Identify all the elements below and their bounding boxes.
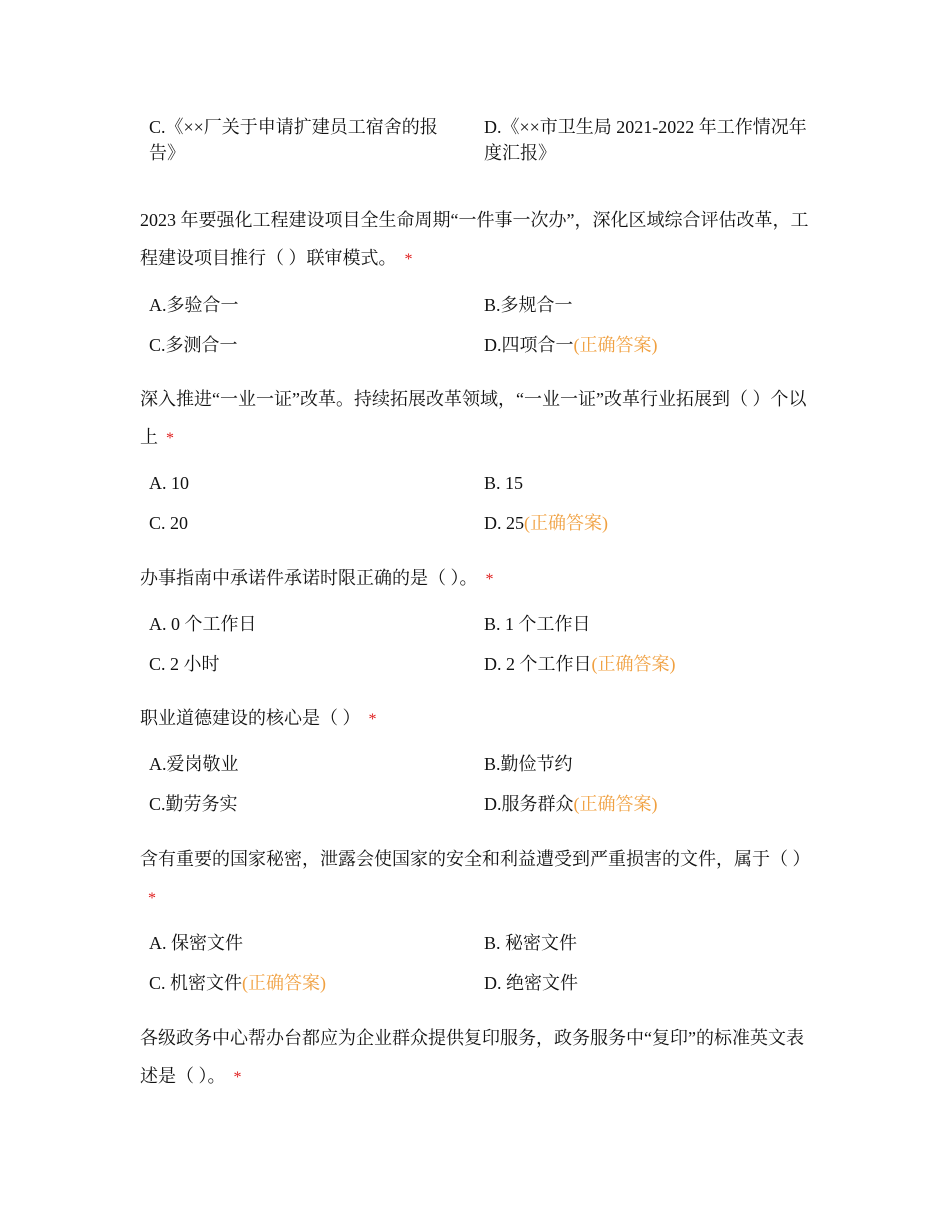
option-d[interactable] xyxy=(484,510,608,536)
option-b[interactable]: B. 1 个工作日 xyxy=(484,614,591,634)
option-d[interactable] xyxy=(484,791,658,817)
question-text: 深入推进“一业一证”改革。持续拓展改革领域，“一业一证”改革行业拓展到（ ）个以上 xyxy=(140,389,807,447)
question-3 xyxy=(140,559,820,599)
option-text: C. 机密文件 xyxy=(149,973,243,993)
correct-answer-tag: (正确答案) xyxy=(573,335,658,355)
options-row xyxy=(149,930,829,956)
options-row xyxy=(149,611,829,637)
option-c[interactable]: C.勤劳务实 xyxy=(149,794,238,814)
required-asterisk: * xyxy=(233,1069,242,1086)
question-text: 办事指南中承诺件承诺时限正确的是（ ）。 xyxy=(140,568,478,588)
option-c: C.《××厂关于申请扩建员工宿舍的报告》 xyxy=(149,117,438,163)
option-b[interactable]: B.多规合一 xyxy=(484,295,573,315)
options-row xyxy=(149,970,829,996)
option-a[interactable]: A. 保密文件 xyxy=(149,933,243,953)
correct-answer-tag: (正确答案) xyxy=(242,973,327,993)
required-asterisk: * xyxy=(166,430,174,447)
question-1 xyxy=(140,201,820,279)
question-5 xyxy=(140,840,820,918)
option-a[interactable]: A.爱岗敬业 xyxy=(149,754,239,774)
options-row xyxy=(149,751,829,777)
options-row xyxy=(149,651,829,677)
option-a[interactable]: A. 10 xyxy=(149,473,189,493)
question-4 xyxy=(140,699,820,739)
option-d[interactable]: D. 绝密文件 xyxy=(484,973,578,993)
option-text: D.四项合一 xyxy=(484,335,574,355)
correct-answer-tag: (正确答案) xyxy=(573,794,658,814)
option-c[interactable] xyxy=(149,970,326,996)
option-c[interactable]: C. 2 小时 xyxy=(149,654,220,674)
option-c[interactable]: C.多测合一 xyxy=(149,335,238,355)
option-b[interactable]: B. 秘密文件 xyxy=(484,933,578,953)
required-asterisk: * xyxy=(368,711,377,728)
options-row xyxy=(149,510,829,536)
question-text: 职业道德建设的核心是（ ） xyxy=(140,708,361,728)
option-text: D. 2 个工作日 xyxy=(484,654,592,674)
option-d: D.《××市卫生局 2021-2022 年工作情况年度汇报》 xyxy=(484,117,807,163)
options-row xyxy=(149,791,829,817)
option-d[interactable] xyxy=(484,332,658,358)
question-6 xyxy=(140,1019,820,1097)
correct-answer-tag: (正确答案) xyxy=(524,513,608,533)
option-text: D. 25 xyxy=(484,513,524,533)
question-text: 2023 年要强化工程建设项目全生命周期“一件事一次办”，深化区域综合评估改革，工程建设项目推行（ ）联审模式。 xyxy=(140,210,809,268)
required-asterisk: * xyxy=(485,571,494,588)
option-a[interactable]: A. 0 个工作日 xyxy=(149,614,257,634)
options-row xyxy=(149,470,829,496)
options-row xyxy=(149,292,829,318)
options-row xyxy=(149,332,829,358)
option-b[interactable]: B. 15 xyxy=(484,473,524,493)
question-2 xyxy=(140,380,820,458)
option-a[interactable]: A.多验合一 xyxy=(149,295,239,315)
option-d[interactable] xyxy=(484,651,676,677)
required-asterisk: * xyxy=(148,890,156,907)
question-text: 含有重要的国家秘密，泄露会使国家的安全和利益遭受到严重损害的文件，属于（ ） xyxy=(140,849,811,869)
option-text: D.服务群众 xyxy=(484,794,574,814)
question-text: 各级政务中心帮办台都应为企业群众提供复印服务，政务服务中“复印”的标准英文表述是（ ）。 xyxy=(140,1028,804,1086)
option-b[interactable]: B.勤俭节约 xyxy=(484,754,573,774)
option-c[interactable]: C. 20 xyxy=(149,513,189,533)
correct-answer-tag: (正确答案) xyxy=(591,654,676,674)
required-asterisk: * xyxy=(404,251,413,268)
